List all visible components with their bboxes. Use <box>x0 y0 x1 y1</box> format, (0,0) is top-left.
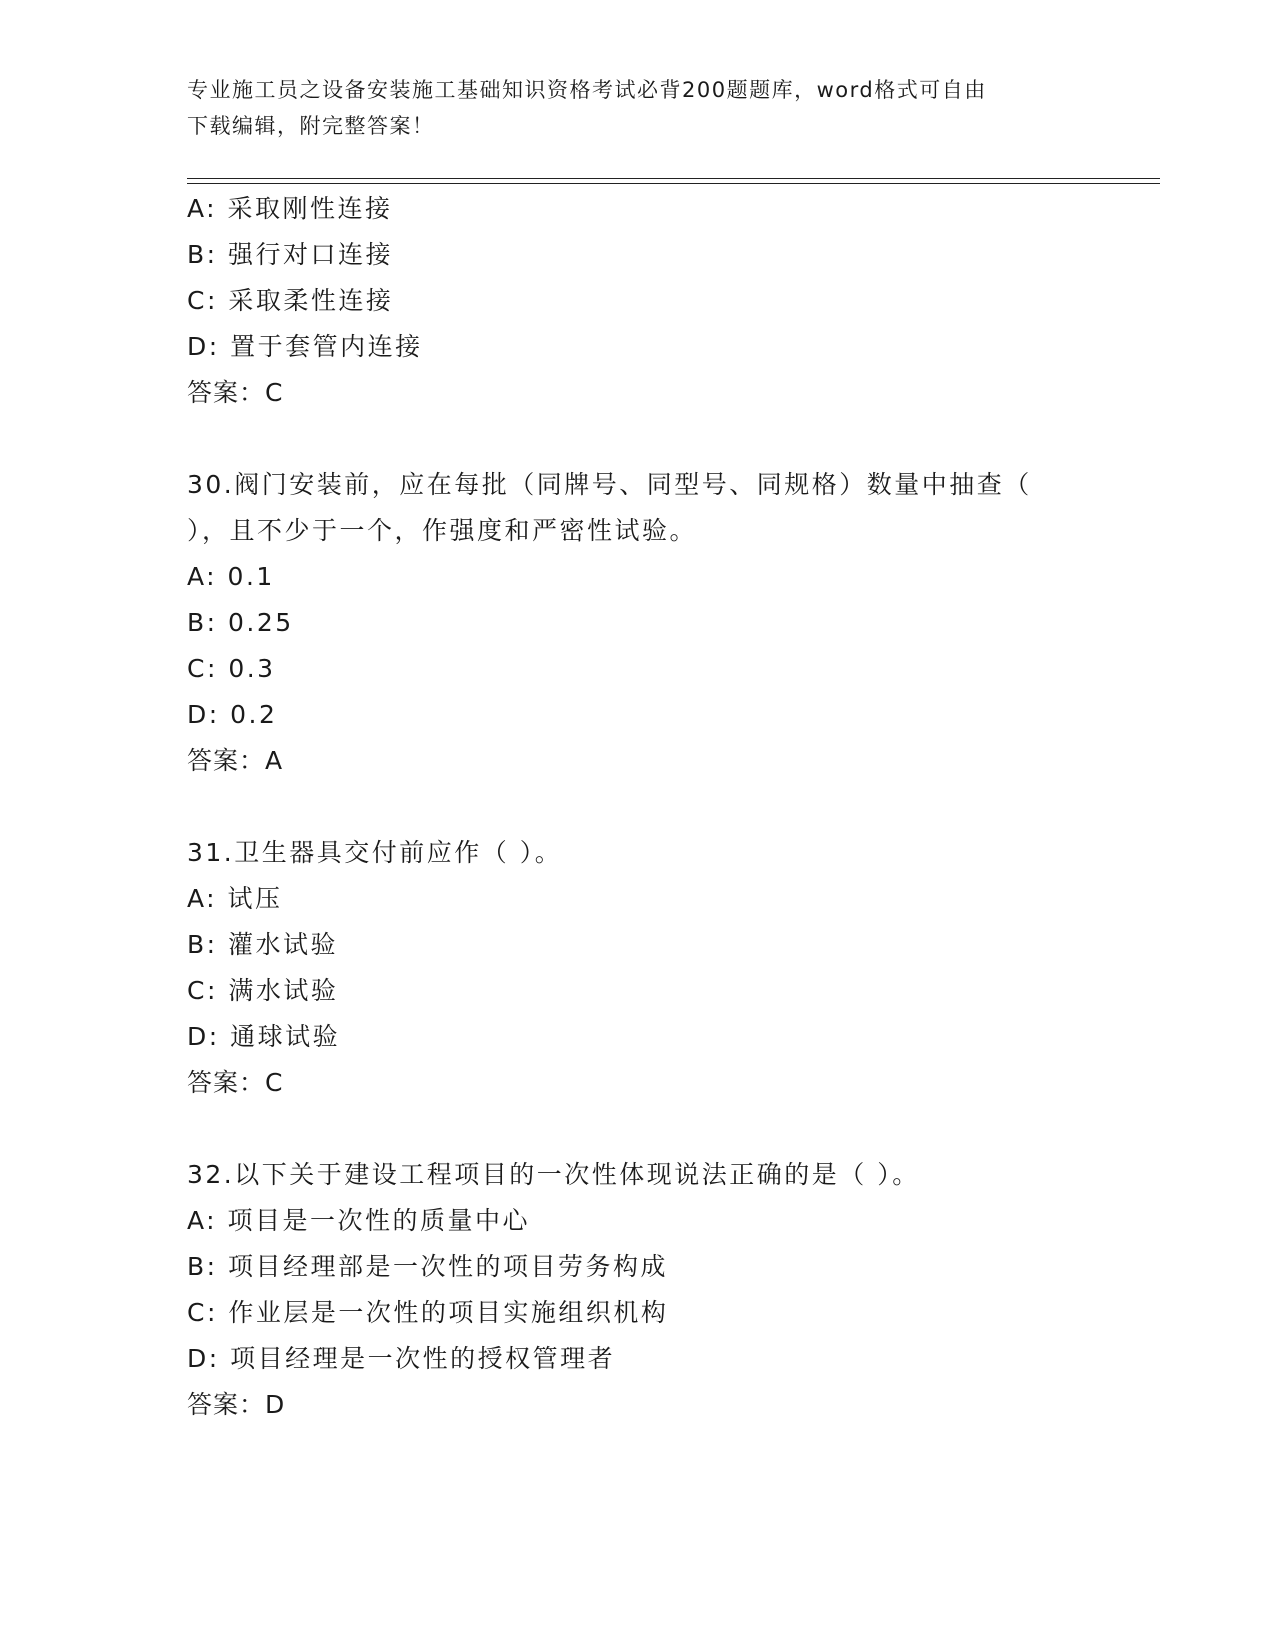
answer: 答案：D <box>187 1390 286 1419</box>
question-stem-line-2: ），且不少于一个，作强度和严密性试验。 <box>187 516 698 545</box>
document-header <box>187 72 1087 144</box>
answer: 答案：C <box>187 378 284 407</box>
option-a: A: 项目是一次性的质量中心 <box>187 1206 531 1235</box>
question-32-block <box>187 1152 1147 1428</box>
question-29-block <box>187 186 1147 416</box>
header-line-2: 下载编辑，附完整答案！ <box>187 114 435 138</box>
option-d: D: 通球试验 <box>187 1022 341 1051</box>
question-stem: 32.以下关于建设工程项目的一次性体现说法正确的是（ ）。 <box>187 1160 920 1189</box>
question-content <box>187 186 1147 1428</box>
option-b: B: 灌水试验 <box>187 930 339 959</box>
answer: 答案：A <box>187 746 284 775</box>
header-divider-bottom <box>187 183 1160 184</box>
spacer <box>187 416 1147 462</box>
header-divider-top <box>187 178 1160 179</box>
option-c: C: 0.3 <box>187 654 276 683</box>
question-31-block <box>187 830 1147 1106</box>
option-a: A: 0.1 <box>187 562 275 591</box>
question-stem: 31.卫生器具交付前应作（ ）。 <box>187 838 563 867</box>
option-d: D: 0.2 <box>187 700 278 729</box>
question-stem-line-1: 30.阀门安装前，应在每批（同牌号、同型号、同规格）数量中抽查（ <box>187 470 1032 499</box>
header-line-1: 专业施工员之设备安装施工基础知识资格考试必背200题题库，word格式可自由 <box>187 78 987 102</box>
option-c: C: 采取柔性连接 <box>187 286 394 315</box>
option-c: C: 满水试验 <box>187 976 339 1005</box>
option-b: B: 0.25 <box>187 608 294 637</box>
spacer <box>187 784 1147 830</box>
option-b: B: 项目经理部是一次性的项目劳务构成 <box>187 1252 669 1281</box>
option-c: C: 作业层是一次性的项目实施组织机构 <box>187 1298 669 1327</box>
option-a: A: 采取刚性连接 <box>187 194 393 223</box>
question-30-block <box>187 462 1147 784</box>
option-d: D: 置于套管内连接 <box>187 332 423 361</box>
spacer <box>187 1106 1147 1152</box>
option-a: A: 试压 <box>187 884 283 913</box>
option-b: B: 强行对口连接 <box>187 240 394 269</box>
answer: 答案：C <box>187 1068 284 1097</box>
option-d: D: 项目经理是一次性的授权管理者 <box>187 1344 616 1373</box>
